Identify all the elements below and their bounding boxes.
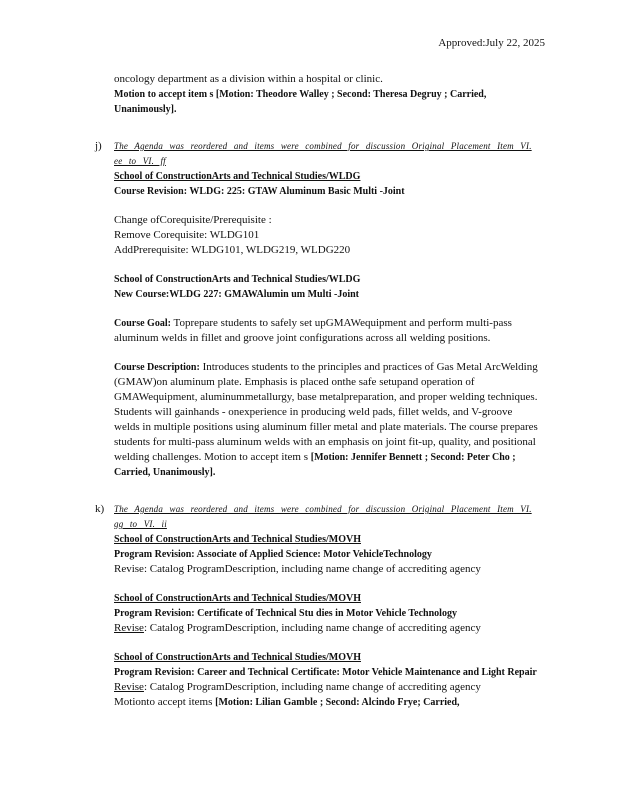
school-heading: School of ConstructionArts and Technical Studies/WLDG	[114, 171, 361, 182]
revise-label: Revise	[114, 622, 144, 634]
revise-line: Revise: Catalog ProgramDescription, including name change of accrediting agency	[114, 563, 481, 575]
intro-line: oncology department as a division within a hospital or clinic.	[114, 73, 383, 85]
description-motion: [Motion: Jennifer Bennett ; Second: Peter Cho ; Carried, Unanimously].	[114, 452, 516, 478]
item-label-k: k)	[95, 503, 105, 515]
goal-text: Toprepare students to safely set upGMAWequipment and perform multi-pass aluminum welds in fillet and groove joint configurations across all welding positions.	[114, 317, 512, 344]
motion-text: Motionto accept items	[114, 696, 216, 708]
approved-date: Approved:July 22, 2025	[438, 37, 545, 49]
revise-line	[114, 621, 540, 636]
course-revision: Course Revision: WLDG: 225: GTAW Aluminum Basic Multi -Joint	[114, 186, 405, 197]
add-prerequisite: AddPrerequisite: WLDG101, WLDG219, WLDG220	[114, 244, 351, 256]
agenda-note-j: The Agenda was reordered and items were combined for discussion Original Placement Item VI. ee to VI. ff	[114, 141, 532, 166]
intro-motion: Motion to accept item s [Motion: Theodore Walley ; Second: Theresa Degruy ; Carried, Unanimously].	[114, 89, 487, 115]
description-text: Introduces students to the principles and practices of Gas Metal ArcWelding (GMAW)on aluminum plate. Emphasis is placed onthe safe setupand operation of GMAWequipment, aluminummetallurgy, base metalpreparation, and proper welding techniques. Students will gainhands - onexperience in producing weld pads, fillet welds, and V-groove welds in multiple positions using aluminum filler metal and plate materials. The course prepares students for multi-pass aluminum welds with an emphasis on joint fit-up, quality, and positional welding challenges. Motion to accept item s	[114, 361, 538, 463]
school-heading: School of ConstructionArts and Technical Studies/MOVH	[114, 652, 361, 663]
program-revision: Program Revision: Career and Technical Certificate: Motor Vehicle Maintenance and Light Repair	[114, 667, 537, 678]
school-heading: School of ConstructionArts and Technical Studies/WLDG	[114, 274, 361, 285]
school-heading: School of ConstructionArts and Technical Studies/MOVH	[114, 534, 361, 545]
course-description	[114, 360, 540, 480]
motion-line	[114, 695, 540, 710]
item-label-j: j)	[95, 140, 102, 152]
description-label: Course Description:	[114, 362, 200, 373]
agenda-item-j	[95, 139, 540, 480]
course-goal	[114, 316, 540, 346]
new-course: New Course:WLDG 227: GMAWAlumin um Multi -Joint	[114, 289, 359, 300]
change-title: Change ofCorequisite/Prerequisite :	[114, 214, 272, 226]
document-body	[95, 72, 540, 710]
revise-line	[114, 680, 540, 695]
remove-corequisite: Remove Corequisite: WLDG101	[114, 229, 260, 241]
school-heading: School of ConstructionArts and Technical Studies/MOVH	[114, 593, 361, 604]
motion-detail: [Motion: Lilian Gamble ; Second: Alcindo Frye; Carried,	[215, 697, 460, 708]
revise-text: : Catalog ProgramDescription, including name change of accrediting agency	[143, 622, 481, 634]
revise-text: : Catalog ProgramDescription, including name change of accrediting agency	[143, 681, 481, 693]
agenda-item-k	[95, 502, 540, 710]
program-revision: Program Revision: Certificate of Technical Stu dies in Motor Vehicle Technology	[114, 608, 457, 619]
goal-label: Course Goal:	[114, 318, 171, 329]
agenda-note-k: The Agenda was reordered and items were combined for discussion Original Placement Item VI. gg to VI. ii	[114, 504, 532, 529]
revise-label: Revise	[114, 681, 144, 693]
program-revision: Program Revision: Associate of Applied Science: Motor VehicleTechnology	[114, 549, 432, 560]
